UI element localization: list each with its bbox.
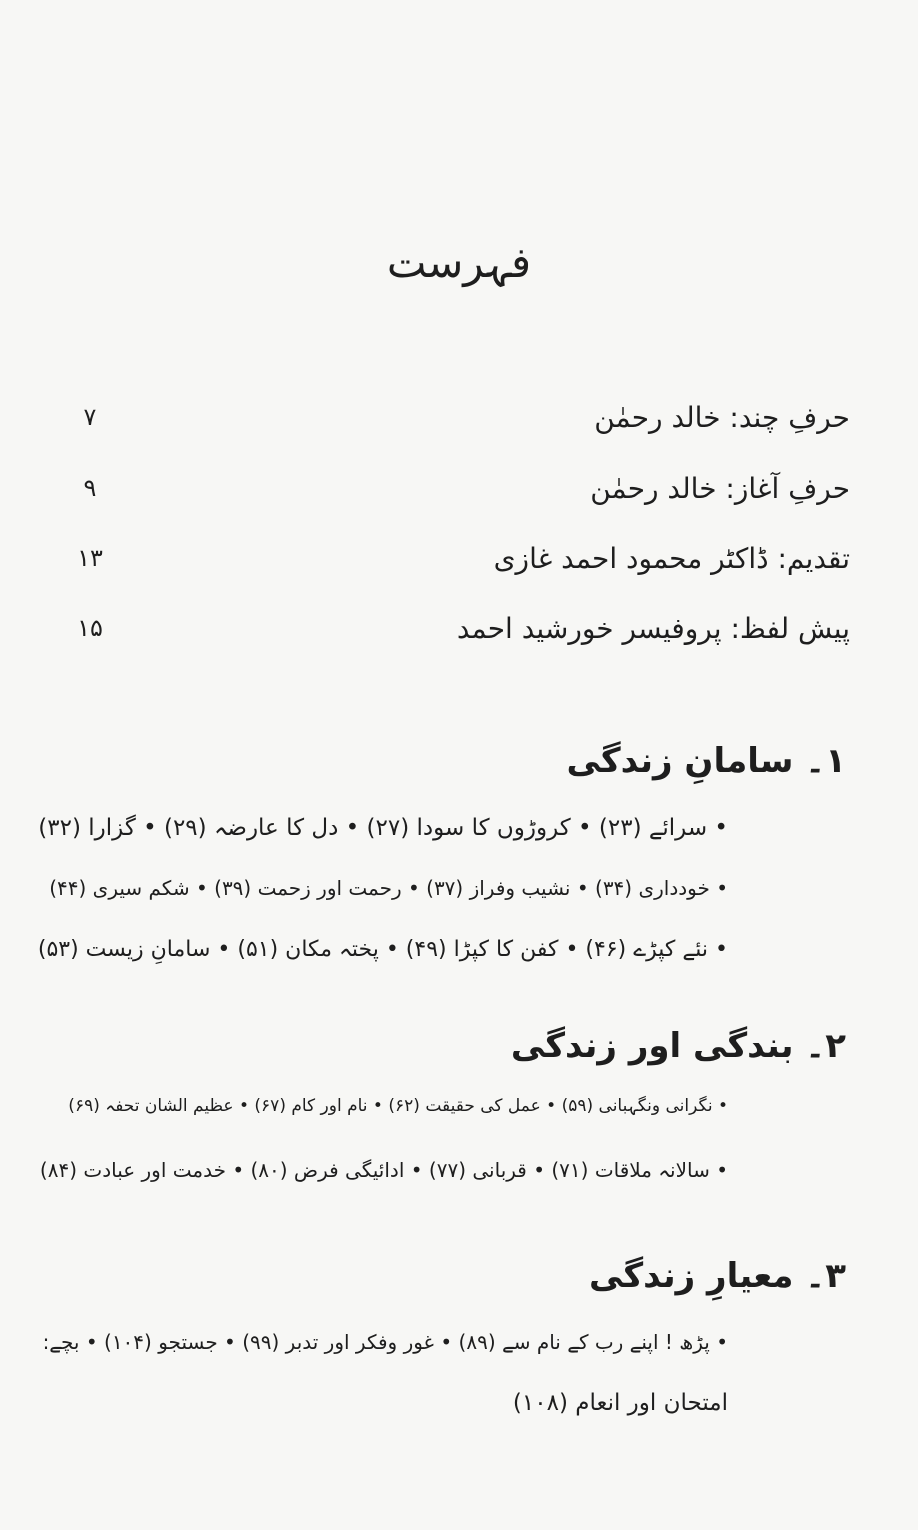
intro-entry-text: تقدیم: ڈاکٹر محمود احمد غازی xyxy=(493,541,850,575)
intro-entry-page: ۱۵ xyxy=(77,614,103,642)
intro-entry-page: ۱۳ xyxy=(77,544,103,572)
intro-entry-page: ۷ xyxy=(83,403,97,431)
intro-row xyxy=(60,392,850,442)
section-item-line: • نگرانی ونگہبانی (۵۹) • عمل کی حقیقت (۶۲) • نام اور کام (۶۷) • عظیم الشان تحفہ (۶۹) xyxy=(68,1096,728,1116)
section-heading: ۲۔ بندگی اور زندگی xyxy=(510,1026,846,1066)
section-item-line: • سرائے (۲۳) • کروڑوں کا سودا (۲۷) • دل کا عارضہ (۲۹) • گزارا (۳۲) xyxy=(38,815,728,841)
section-heading: ۳۔ معیارِ زندگی xyxy=(589,1256,846,1296)
intro-row xyxy=(60,603,850,653)
section-heading: ۱۔ سامانِ زندگی xyxy=(566,741,846,781)
intro-entry-text: حرفِ چند: خالد رحمٰن xyxy=(594,400,850,434)
section-item-line: • پڑھ ! اپنے رب کے نام سے (۸۹) • غور وفکر اور تدبر (۹۹) • جستجو (۱۰۴) • بچے: xyxy=(42,1330,728,1354)
intro-entry-page: ۹ xyxy=(83,474,97,502)
intro-row xyxy=(60,533,850,583)
section-item-line: • خودداری (۳۴) • نشیب وفراز (۳۷) • رحمت اور زحمت (۳۹) • شکم سیری (۴۴) xyxy=(49,876,728,900)
intro-entry-text: حرفِ آغاز: خالد رحمٰن xyxy=(590,471,850,505)
page-title: فہرست xyxy=(386,238,532,287)
section-item-line: • نئے کپڑے (۴۶) • کفن کا کپڑا (۴۹) • پختہ مکان (۵۱) • سامانِ زیست (۵۳) xyxy=(37,937,728,962)
intro-row xyxy=(60,463,850,513)
section-item-line: • سالانہ ملاقات (۷۱) • قربانی (۷۷) • ادائیگی فرض (۸۰) • خدمت اور عبادت (۸۴) xyxy=(39,1158,728,1182)
intro-entry-text: پیش لفظ: پروفیسر خورشید احمد xyxy=(456,611,850,645)
section-item-line: امتحان اور انعام (۱۰۸) xyxy=(512,1390,728,1416)
